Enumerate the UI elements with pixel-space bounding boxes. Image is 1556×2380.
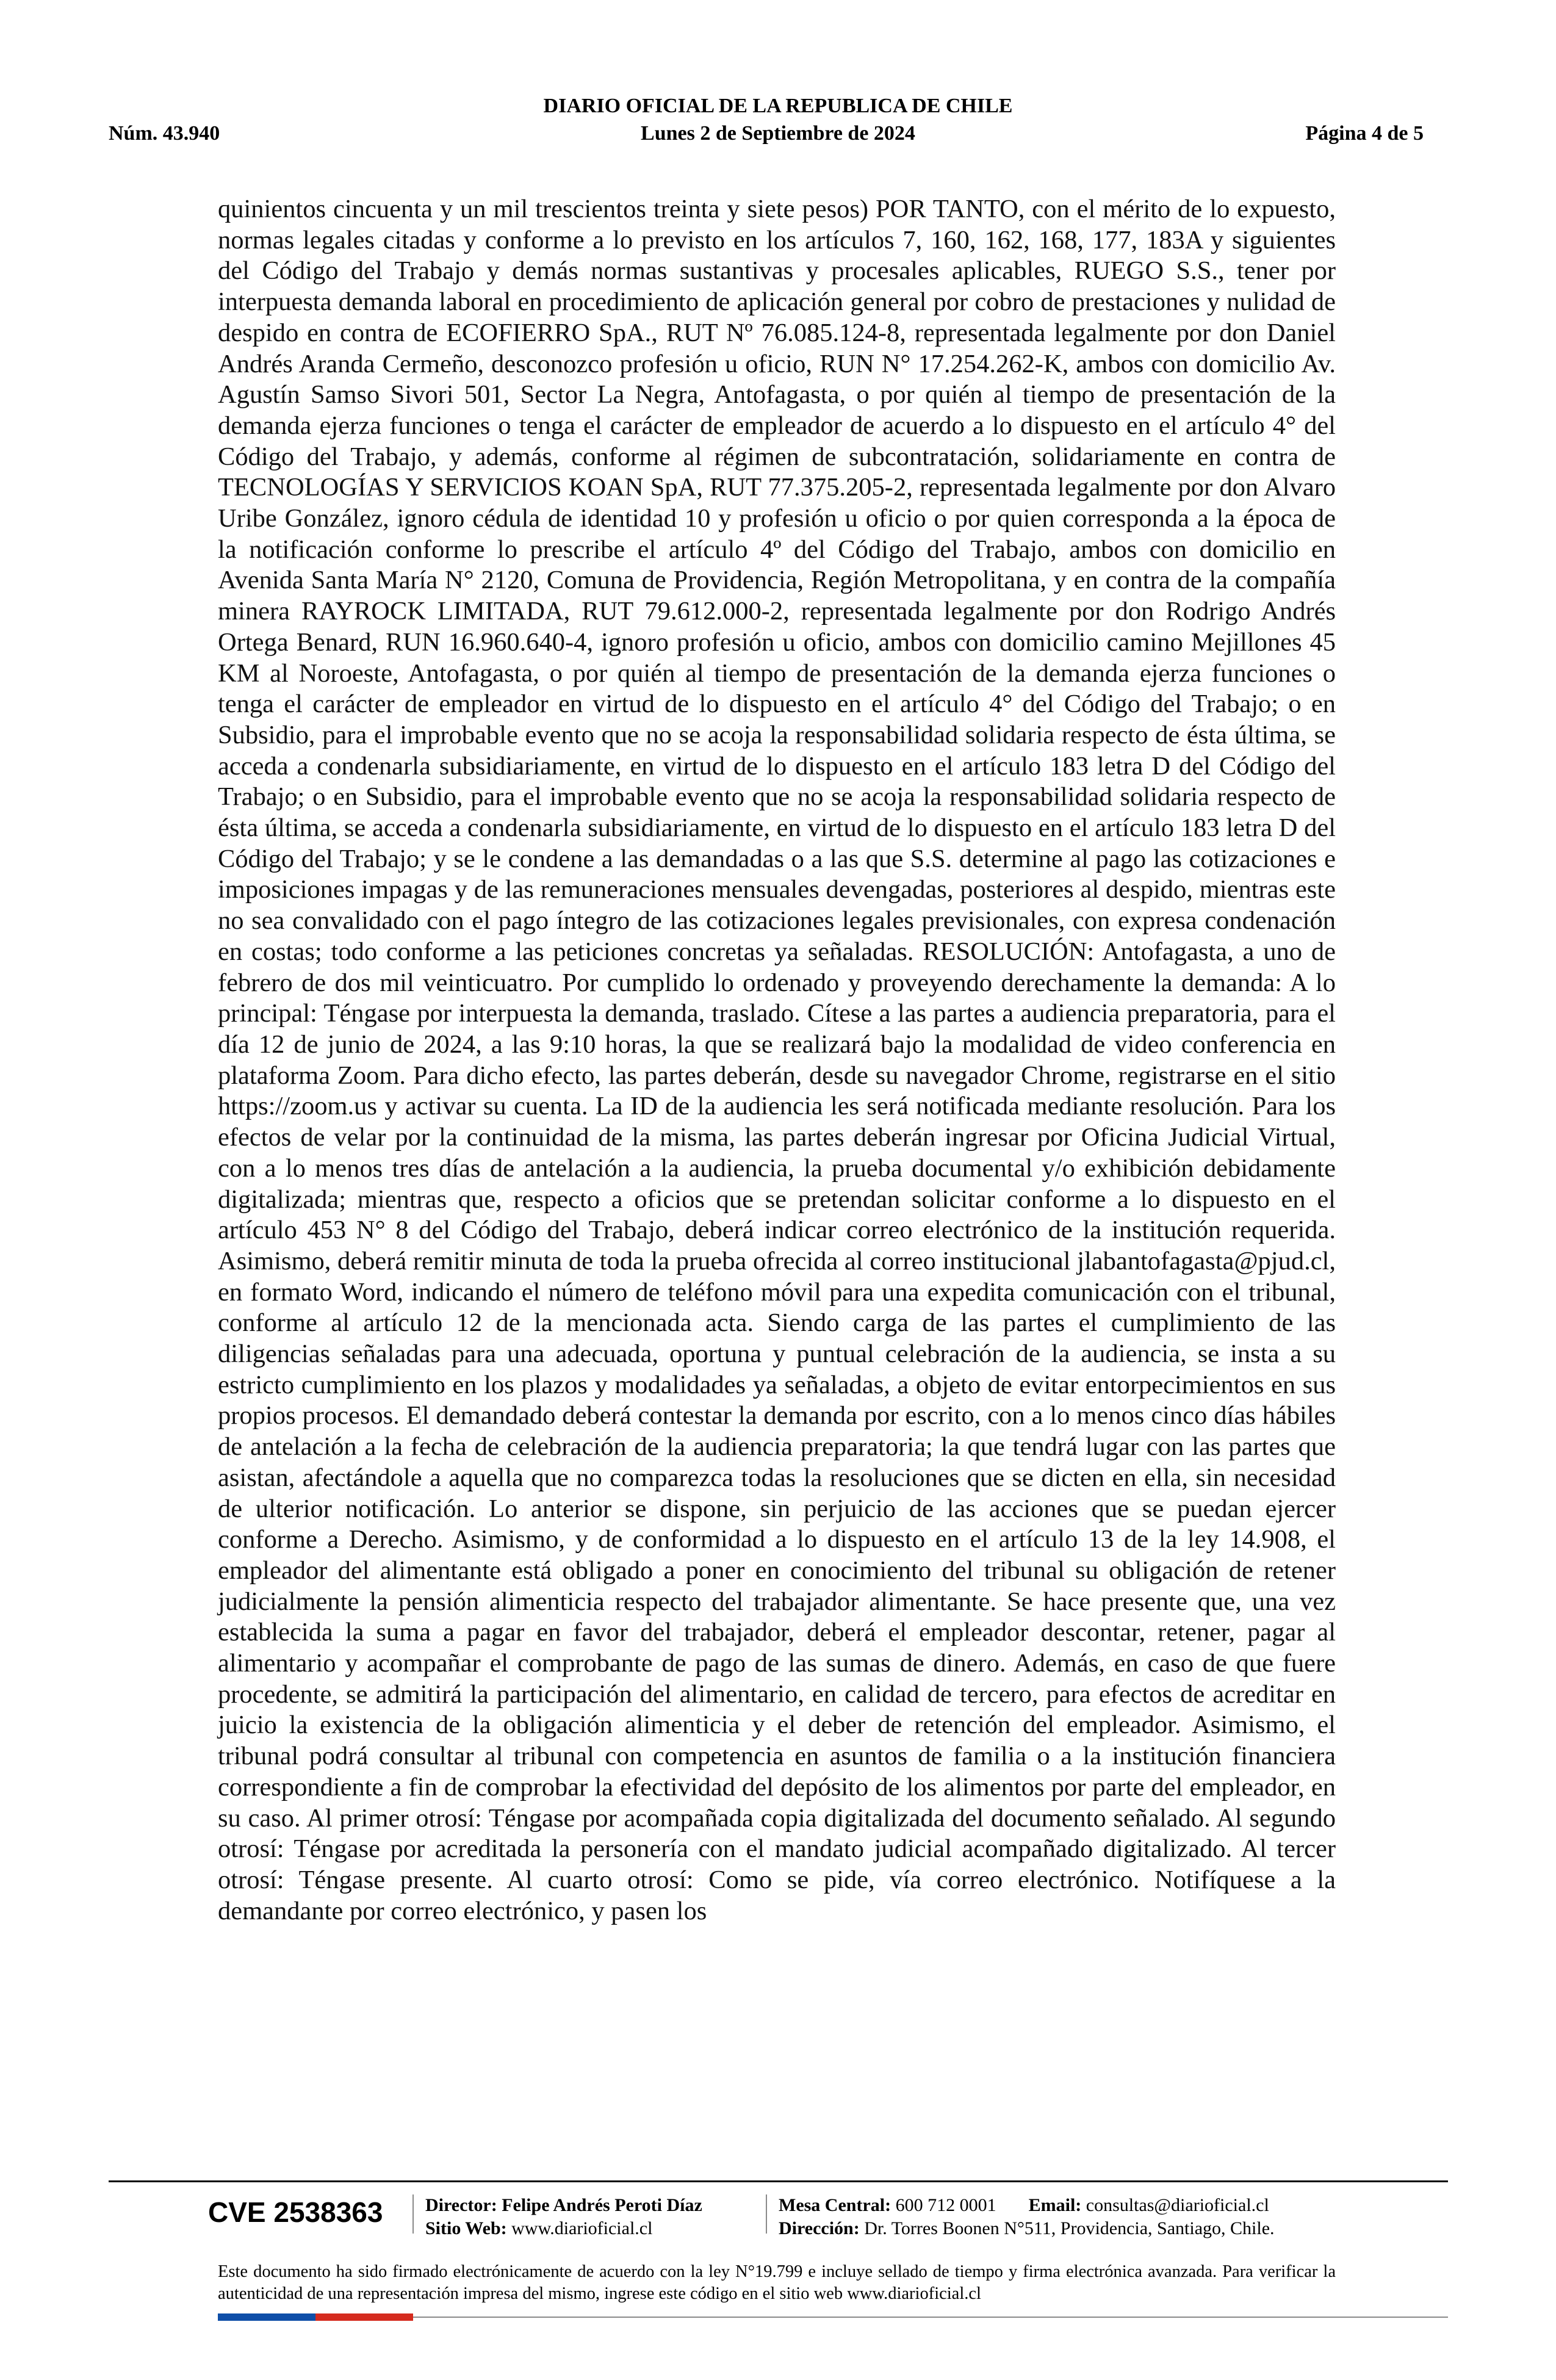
email-label: Email: (1028, 2195, 1082, 2215)
website-link[interactable]: www.diarioficial.cl (511, 2218, 653, 2238)
cve-code: CVE 2538363 (208, 2196, 383, 2228)
address-label: Dirección: (779, 2218, 860, 2238)
flag-blue-segment (218, 2313, 315, 2321)
email-link[interactable]: consultas@diarioficial.cl (1086, 2195, 1269, 2215)
footer-contact-block (779, 2194, 1275, 2240)
mesa-central-label: Mesa Central: (779, 2195, 891, 2215)
newspaper-title: DIARIO OFICIAL DE LA REPUBLICA DE CHILE (543, 95, 1013, 117)
address-value: Dr. Torres Boonen N°511, Providencia, Santiago, Chile. (864, 2218, 1275, 2238)
legal-notice: Este documento ha sido firmado electrónicamente de acuerdo con la ley N°19.799 e incluye sellado de tiempo y firma electrónica avanzada. Para verificar la autenticidad de una representación impresa del mismo, ingrese este código en el sitio web www.diarioficial.cl (218, 2262, 1336, 2303)
director-name: Felipe Andrés Peroti Díaz (502, 2195, 702, 2215)
body-paragraph: quinientos cincuenta y un mil trescientos treinta y siete pesos) POR TANTO, con el mérito de lo expuesto, normas legales citadas y conforme a lo previsto en los artículos 7, 160, 162, 168, 177, 183A y siguientes del Código del Trabajo y demás normas sustantivas y procesales aplicables, RUEGO S.S., tener por interpuesta demanda laboral en procedimiento de aplicación general por cobro de prestaciones y nulidad de despido en contra de ECOFIERRO SpA., RUT Nº 76.085.124-8, representada legalmente por don Daniel Andrés Aranda Cermeño, desconozco profesión u oficio, RUN N° 17.254.262-K, ambos con domicilio Av. Agustín Samso Sivori 501, Sector La Negra, Antofagasta, o por quién al tiempo de presentación de la demanda ejerza funciones o tenga el carácter de empleador de acuerdo a lo dispuesto en el artículo 4° del Código del Trabajo, y además, conforme al régimen de subcontratación, solidariamente en contra de TECNOLOGÍAS Y SERVICIOS KOAN SpA, RUT 77.375.205-2, representada legalmente por don Alvaro Uribe González, ignoro cédula de identidad 10 y profesión u oficio o por quien corresponda a la época de la notificación conforme lo prescribe el artículo 4º del Código del Trabajo, ambos con domicilio en Avenida Santa María N° 2120, Comuna de Providencia, Región Metropolitana, y en contra de la compañía minera RAYROCK LIMITADA, RUT 79.612.000-2, representada legalmente por don Rodrigo Andrés Ortega Benard, RUN 16.960.640-4, ignoro profesión u oficio, ambos con domicilio camino Mejillones 45 KM al Noroeste, Antofagasta, o por quién al tiempo de presentación de la demanda ejerza funciones o tenga el carácter de empleador en virtud de lo dispuesto en el artículo 4° del Código del Trabajo; o en Subsidio, para el improbable evento que no se acoja la responsabilidad solidaria respecto de ésta última, se acceda a condenarla subsidiariamente, en virtud de lo dispuesto en el artículo 183 letra D del Código del Trabajo; o en Subsidio, para el improbable evento que no se acoja la responsabilidad solidaria respecto de ésta última, se acceda a condenarla subsidiariamente, en virtud de lo dispuesto en el artículo 183 letra D del Código del Trabajo; y se le condene a las demandadas o a las que S.S. determine al pago las cotizaciones e imposiciones impagas y de las remuneraciones mensuales devengadas, posteriores al despido, mientras este no sea convalidado con el pago íntegro de las cotizaciones legales previsionales, con expresa condenación en costas; todo conforme a las peticiones concretas ya señaladas. RESOLUCIÓN: Antofagasta, a uno de febrero de dos mil veinticuatro. Por cumplido lo ordenado y proveyendo derechamente la demanda: A lo principal: Téngase por interpuesta la demanda, traslado. Cítese a las partes a audiencia preparatoria, para el día 12 de junio de 2024, a las 9:10 horas, la que se realizará bajo la modalidad de video conferencia en plataforma Zoom. Para dicho efecto, las partes deberán, desde su navegador Chrome, registrarse en el sitio https://zoom.us y activar su cuenta. La ID de la audiencia les será notificada mediante resolución. Para los efectos de velar por la continuidad de la misma, las partes deberán ingresar por Oficina Judicial Virtual, con a lo menos tres días de antelación a la audiencia, la prueba documental y/o exhibición debidamente digitalizada; mientras que, respecto a oficios que se pretendan solicitar conforme a lo dispuesto en el artículo 453 N° 8 del Código del Trabajo, deberá indicar correo electrónico de la institución requerida. Asimismo, deberá remitir minuta de toda la prueba ofrecida al correo institucional jlabantofagasta@pjud.cl, en formato Word, indicando el número de teléfono móvil para una expedita comunicación con el tribunal, conforme al artículo 12 de la mencionada acta. Siendo carga de las partes el cumplimiento de las diligencias señaladas para una adecuada, oportuna y puntual celebración de la audiencia, se insta a su estricto cumplimiento en los plazos y modalidades ya señaladas, a objeto de evitar entorpecimientos en sus propios procesos. El demandado deberá contestar la demanda por escrito, con a lo menos cinco días hábiles de antelación a la fecha de celebración de la audiencia preparatoria; la que tendrá lugar con las partes que asistan, afectándole a aquella que no comparezca todas la resoluciones que se dicten en ella, sin necesidad de ulterior notificación. Lo anterior se dispone, sin perjuicio de las acciones que se puedan ejercer conforme a Derecho. Asimismo, y de conformidad a lo dispuesto en el artículo 13 de la ley 14.908, el empleador del alimentante está obligado a poner en conocimiento del tribunal su obligación de retener judicialmente la pensión alimenticia respecto del trabajador alimentante. Se hace presente que, una vez establecida la suma a pagar en favor del trabajador, deberá el empleador descontar, retener, pagar al alimentario y acompañar el comprobante de pago de las sumas de dinero. Además, en caso de que fuere procedente, se admitirá la participación del alimentario, en calidad de tercero, para efectos de acreditar en juicio la existencia de la obligación alimenticia y el deber de retención del empleador. Asimismo, el tribunal podrá consultar al tribunal con competencia en asuntos de familia o a la institución financiera correspondiente a fin de comprobar la efectividad del depósito de los alimentos por parte del empleador, en su caso. Al primer otrosí: Téngase por acompañada copia digitalizada del documento señalado. Al segundo otrosí: Téngase por acreditada la personería con el mandato judicial acompañado digitalizado. Al tercer otrosí: Téngase presente. Al cuarto otrosí: Como se pide, vía correo electrónico. Notifíquese a la demandante por correo electrónico, y pasen los (218, 195, 1336, 1925)
website-label: Sitio Web: (425, 2218, 507, 2238)
page-number: Página 4 de 5 (1305, 122, 1424, 145)
flag-red-segment (315, 2313, 413, 2321)
issue-number: Núm. 43.940 (109, 122, 220, 145)
director-label: Director: (425, 2195, 497, 2215)
flag-stripe (218, 2313, 413, 2321)
issue-date: Lunes 2 de Septiembre de 2024 (641, 122, 915, 145)
footer-separator (412, 2194, 414, 2234)
mesa-central-phone: 600 712 0001 (895, 2195, 996, 2215)
footer-separator (766, 2194, 767, 2234)
footer-divider (109, 2180, 1448, 2182)
document-body (218, 194, 1336, 1927)
footer-director-block (425, 2194, 702, 2240)
